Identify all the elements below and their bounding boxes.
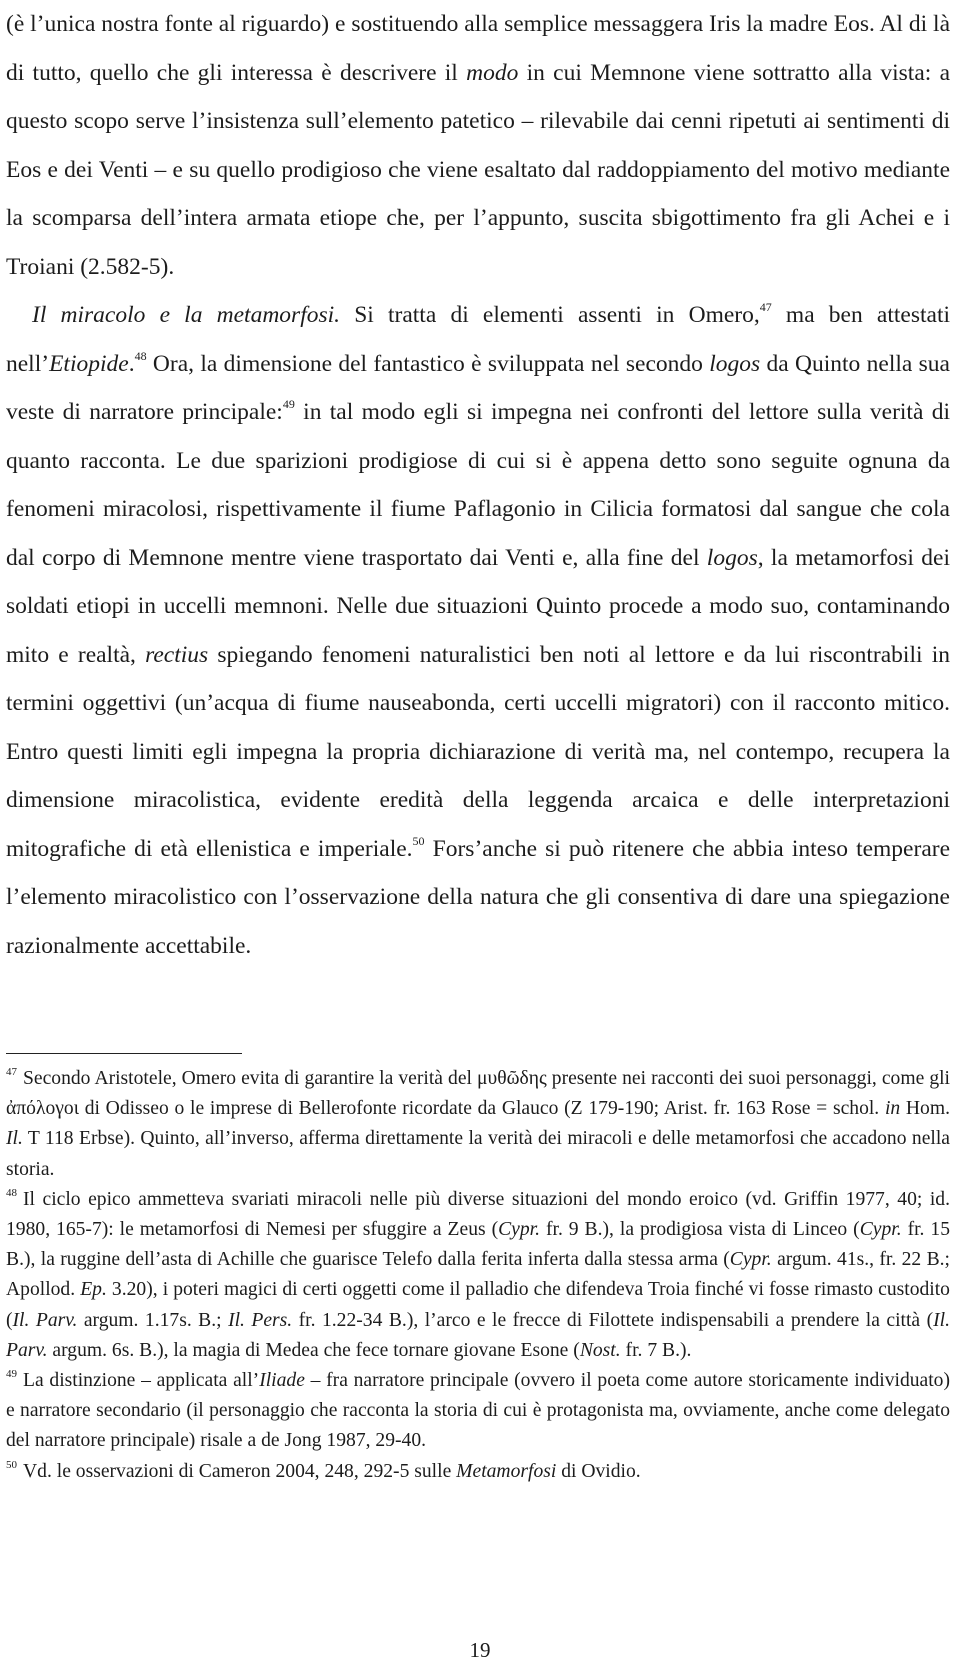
text-run: La distinzione – applicata all’: [23, 1370, 260, 1392]
footnote-number: 49: [6, 1368, 17, 1381]
italic-text: in: [884, 1098, 901, 1120]
italic-text: Il. Parv.: [6, 1309, 950, 1361]
footnote-50: [6, 1457, 950, 1487]
text-run: argum. 6s. B.), la magia di Medea che fece tornare giovane Esone (: [47, 1339, 580, 1361]
italic-text: Il. Parv.: [12, 1309, 78, 1331]
italic-text: Cypr.: [498, 1219, 541, 1241]
italic-text: logos: [709, 350, 761, 377]
italic-text: Il.: [6, 1128, 23, 1150]
text-run: – fra narratore principale (ovvero il poeta come autore storicamente individuato) e narratore secondario (il personaggio che racconta la storia di cui è protagonista ma, ovviamente, anche come delegato del narratore principale) risale a de Jong 1987, 29-40.: [6, 1370, 951, 1452]
italic-text: modo: [466, 59, 519, 86]
text-run: 3.20), i poteri magici di certi oggetti come il palladio che difendeva Troia finché vi fosse rimasto custodito (: [6, 1279, 950, 1331]
text-run: in tal modo egli si impegna nei confronti del lettore sulla verità di quanto racconta. Le due sparizioni prodigiose di cui si è appena detto sono seguite ognuna da fenomeni miracolosi, rispettivamente il fiume Paflagonio in Cilicia formatosi dal sangue che cola dal corpo di Memnone mentre viene trasportato dai Venti e, alla fine del: [6, 399, 950, 571]
text-run: Ora, la dimensione del fantastico è sviluppata nel secondo: [146, 350, 710, 377]
text-run: Secondo Aristotele, Omero evita di garantire la verità del μυθῶδης presente nei racconti dei suoi personaggi, come gli ἀπόλογοι di Odisseo o le imprese di Bellerofonte ricordate da Glauco (Z 179-190; Arist. fr. 163 Rose = schol.: [6, 1068, 950, 1120]
paragraph-1: [6, 0, 950, 291]
main-text: [6, 0, 950, 970]
text-run: Vd. le osservazioni di Cameron 2004, 248, 292-5 sulle: [23, 1460, 457, 1482]
text-run: (è l’unica nostra fonte al riguardo) e sostituendo alla semplice messaggera Iris la madre Eos. Al di là di tutto, quello che gli interessa è descrivere il: [6, 11, 950, 86]
text-run: in cui Memnone viene sottratto alla vista: a questo scopo serve l’insistenza sull’elemento patetico – rilevabile dai cenni ripetuti ai sentimenti di Eos e dei Venti – e su quello prodigioso che viene esaltato dal raddoppiamento del motivo mediante la scomparsa dell’intera armata etiope che, per l’appunto, suscita sbigottimento fra gli Achei e i Troiani (2.582-5).: [6, 59, 950, 280]
text-run: Hom.: [900, 1098, 950, 1120]
italic-text: Ep.: [80, 1279, 107, 1301]
text-run: Il ciclo epico ammetteva svariati miracoli nelle più diverse situazioni del mondo eroico (vd. Griffin 1977, 40; id. 1980, 165-7): le metamorfosi di Nemesi per sfuggire a Zeus (: [6, 1188, 950, 1241]
page-number: 19: [469, 1638, 491, 1662]
footnote-divider: [6, 1053, 242, 1054]
footnote-ref-50[interactable]: 50: [412, 833, 425, 848]
footnote-49: [6, 1366, 950, 1457]
text-run: fr. 7 B.).: [620, 1339, 692, 1361]
footnotes: [6, 1064, 950, 1487]
section-heading: Il miracolo e la metamorfosi.: [32, 302, 341, 328]
italic-text: Nost.: [579, 1339, 621, 1361]
footnote-number: 50: [6, 1458, 17, 1471]
text-run: argum. 1.17s. B.;: [77, 1309, 229, 1331]
text-run: , la metamorfosi dei soldati etiopi in uccelli memnoni. Nelle due situazioni Quinto procede a modo suo, contaminando mito e realtà,: [6, 544, 950, 668]
text-run: Si tratta di elementi assenti in Omero,: [340, 302, 760, 328]
text-run: da Quinto nella sua veste di narratore principale:: [6, 350, 950, 425]
paragraph-2: [6, 291, 950, 970]
text-run: fr. 9 B.), la prodigiosa vista di Linceo (: [540, 1219, 860, 1241]
text-run: spiegando fenomeni naturalistici ben noti al lettore e da lui riscontrabili in termini oggettivi (un’acqua di fiume nauseabonda, certi uccelli migratori) con il racconto mitico. Entro questi limiti egli impegna la propria dichiarazione di verità ma, nel contempo, recupera la dimensione miracolistica, evidente eredità della leggenda arcaica e delle interpretazioni mitografiche di età ellenistica e imperiale.: [6, 641, 950, 862]
text-run: ma ben attestati nell’: [6, 302, 950, 377]
text-run: T 118 Erbse). Quinto, all’inverso, afferma direttamente la verità dei miracoli e delle metamorfosi che accadono nella storia.: [6, 1128, 950, 1180]
footnote-ref-48[interactable]: 48: [134, 348, 147, 363]
text-run: di Ovidio.: [556, 1460, 641, 1482]
text-run: argum. 41s., fr. 22 B.; Apollod.: [6, 1249, 950, 1301]
text-run: .: [128, 350, 135, 377]
italic-text: rectius: [145, 641, 209, 668]
text-run: Fors’anche si può ritenere che abbia inteso temperare l’elemento miracolistico con l’osservazione della natura che gli consentiva di dare una spiegazione razionalmente accettabile.: [6, 835, 951, 959]
text-run: fr. 15 B.), la ruggine dell’asta di Achille che guarisce Telefo dalla ferita inferta dalla stessa arma (: [6, 1219, 950, 1271]
footnote-number: 48: [6, 1186, 17, 1199]
italic-text: Metamorfosi: [456, 1460, 557, 1482]
italic-text: Il. Pers.: [228, 1309, 293, 1331]
footnote-48: [6, 1185, 950, 1366]
italic-text: Etiopide: [49, 350, 129, 377]
italic-text: Iliade: [259, 1370, 305, 1392]
footnote-47: [6, 1064, 950, 1185]
italic-text: logos: [706, 544, 758, 571]
footnote-ref-49[interactable]: 49: [282, 397, 295, 411]
footnote-ref-47[interactable]: 47: [759, 300, 772, 314]
italic-text: Cypr.: [859, 1219, 902, 1241]
footnote-number: 47: [6, 1066, 17, 1078]
page: [6, 0, 950, 970]
text-run: fr. 1.22-34 B.), l’arco e le frecce di Filottete indispensabili a prendere la città (: [292, 1309, 934, 1331]
italic-text: Cypr.: [729, 1249, 772, 1271]
